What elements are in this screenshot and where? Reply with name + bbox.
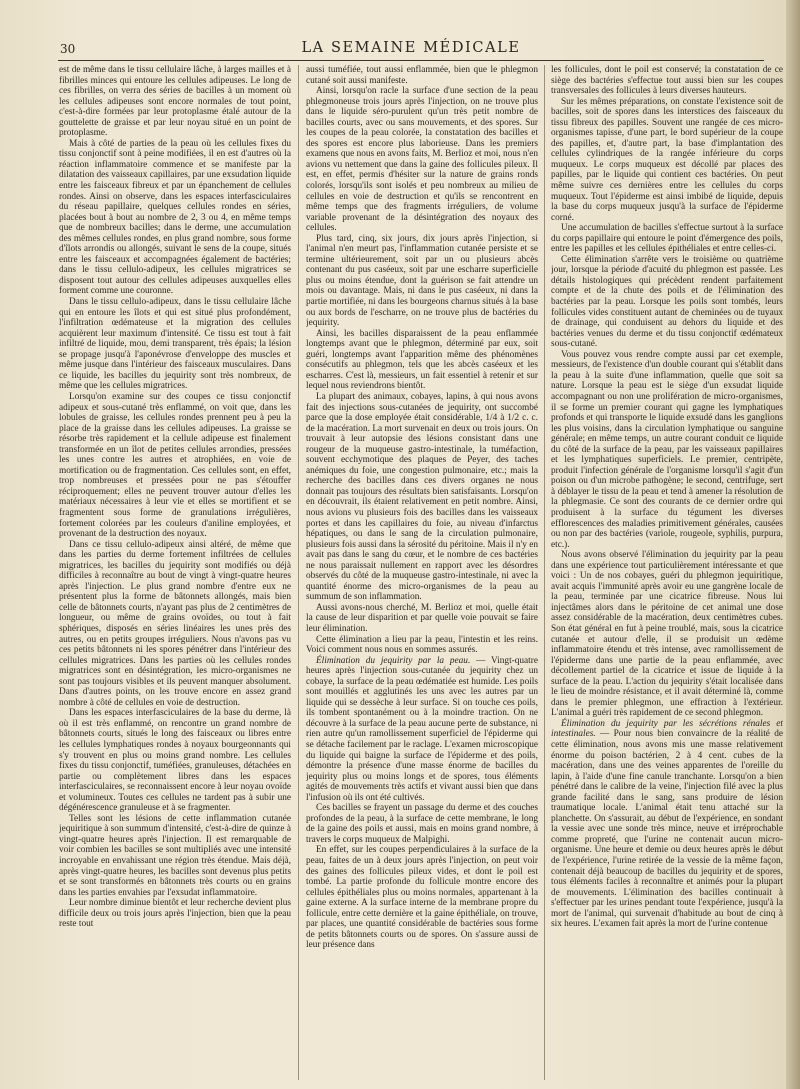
paragraph [551, 97, 783, 224]
paragraph-text: Sur les mêmes préparations, on constate l'existence soit de bacilles, soit de spores dans les interstices des faisceaux du tissu fibreux des papilles. Souvent une rangée de ces micro-organismes tapisse, d'une part, le bord supérieur de la coupe des papilles, et, d'autre part, la base d'implantation des cellules cylindriques de la rangée inférieure du corps muqueux. Le corps muqueux est décollé par places des papilles, par le liquide qui contient ces bactéries. On peut même suivre ces dernières entre les cellules du corps muqueux. Tout l'épiderme est ainsi imbibé de liquide, depuis la base du corps muqueux jusqu'à la surface de l'épiderme corné. [551, 96, 783, 223]
paragraph [551, 255, 783, 350]
column-divider [298, 65, 299, 1080]
text-column-middle [306, 65, 538, 1085]
paragraph-text: Dans ce tissu cellulo-adipeux ainsi altéré, de même que dans les parties du derme fortement infiltrées de cellules migratrices, les bacilles du jequirity sont modifiés ou déjà difficiles à reconnaître au bout de vingt à vingt-quatre heures après l'injection. Le plus grand nombre d'entre eux ne présentent plus la forme de bâtonnets allongés, mais bien celle de bâtonnets courts, n'ayant pas plus de 2 centimètres de longueur, ou même de grains ovoïdes, ou tout à fait sphériques, disposés en séries linéaires les unes près des autres, ou en petits groupes irréguliers. Nous n'avons pas vu ces petits bâtonnets ni les spores pénétrer dans l'intérieur des cellules migratrices. Dans les parties où les cellules rondes migratrices sont en désintégration, les micro-organismes ne sont pas toujours visibles et ils peuvent manquer absolument. Dans d'autres points, on les trouve encore en assez grand nombre à côté de cellules en voie de destruction. [59, 539, 291, 708]
paragraph [306, 65, 538, 86]
paragraph [306, 329, 538, 392]
paragraph-text: Dans les espaces interfasciculaires de la base du derme, là où il est très enflammé, on rencontre un grand nombre de bâtonnets courts, situés le long des faisceaux ou libres entre les cellules lymphatiques rondes à noyaux bourgeonnants qui s'y trouvent en plus ou moins grand nombre. Les cellules fixes du tissu conjonctif, tuméfiées, granuleuses, détachées en partie ou complètement libres dans les espaces interfasciculaires, se reconnaissent encore à leur noyau ovoïde et volumineux. Toutes ces cellules ne tardent pas à subir une dégénérescence granuleuse et à se fragmenter. [59, 708, 291, 814]
paragraph [551, 550, 783, 719]
paragraph-text: — Vingt-quatre heures après l'injection sous-cutanée du jequirity chez un cobaye, la surface de la peau œdématiée est humide. Les poils sont mouillés et agglutinés les uns avec les autres par un liquide qui se dessèche à leur surface. Si on touche ces poils, ils tombent spontanément ou à la moindre traction. On ne découvre à la surface de la peau aucune perte de substance, ni rien autre qu'un ramollissement superficiel de l'épiderme qui se détache facilement par le raclage. L'examen microscopique du liquide qui baigne la surface de l'épiderme et des poils, démontre la présence d'une masse énorme de bacilles du jequirity plus ou moins longs et de spores, tous éléments agités de mouvements très actifs et vivant aussi bien que dans l'infusion où ils ont été cultivés. [306, 655, 538, 803]
page-number: 30 [60, 42, 76, 56]
section-heading: Élimination du jequirity par les sécrétions rénales et intestinales. [551, 718, 783, 740]
page-binding-edge [786, 0, 800, 1089]
paragraph-text: La plupart des animaux, cobayes, lapins, à qui nous avons fait des injections sous-cutanées de jequirity, ont succombé parce que la dose employée était considérable, 1/4 à 1/2 c. c. de la macération. La mort survenait en deux ou trois jours. On trouvait à leur autopsie des lésions consistant dans une rougeur de la muqueuse gastro-intestinale, la tuméfaction, souvent ecchymotique des plaques de Peyer, des taches anémiques du foie, une congestion pulmonaire, etc.; mais la recherche des bacilles dans ces divers organes ne nous donnait pas toujours des résultats bien satisfaisants. Lorsqu'on en découvrait, ils étaient relativement en petit nombre. Ainsi, nous avions vu plusieurs fois des bacilles dans les vaisseaux portes et dans les capillaires du foie, au niveau d'infarctus hépatiques, ou dans le sang de la circulation pulmonaire, plusieurs fois aussi dans la sérosité du péritoine. Mais il n'y en avait pas dans le sang du cœur, et le nombre de ces bactéries ne nous paraissait nullement en rapport avec les désordres observés du côté de la muqueuse gastro-intestinale, ni avec la quantité énorme des micro-organismes de la peau au summum de son inflammation. [306, 391, 538, 603]
text-column-left [59, 65, 291, 1085]
paragraph-text: Aussi avons-nous cherché, M. Berlioz et moi, quelle était la cause de leur disparition et par quelle voie pouvait se faire leur élimination. [306, 602, 538, 634]
paragraph-text: est de même dans le tissu cellulaire lâche, à larges mailles et à fibrilles minces qui entoure les cellules adipeuses. Le long de ces fibrilles, on verra des séries de bacilles à un moment où les cellules adipeuses sont encore normales de tout point, c'est-à-dire formées par leur protoplasme étalé autour de la gouttelette de graisse et par leur noyau situé en un point de protoplasme. [59, 65, 291, 139]
paragraph-text: Lorsqu'on examine sur des coupes ce tissu conjonctif adipeux et sous-cutané très enflammé, on voit que, dans les lobules de graisse, les cellules rondes prennent peu à peu la place de la graisse dans les cellules adipeuses. La graisse se résorbe très rapidement et la cellule adipeuse est finalement transformée en un îlot de petites cellules arrondies, pressées les unes contre les autres et atrophiées, en voie de mortification ou de fragmentation. Ces cellules sont, en effet, trop nombreuses et pressées pour ne pas s'étouffer réciproquement; elles ne peuvent trouver autour d'elles les matériaux nécessaires à leur vie et elles se mortifient et se fragmentent sous forme de granulations irrégulières, fortement colorées par les couleurs d'aniline employées, et provenant de la destruction des noyaux. [59, 391, 291, 540]
text-column-right [551, 65, 783, 1085]
paragraph [551, 350, 783, 550]
paragraph [306, 635, 538, 656]
paragraph [306, 603, 538, 635]
paragraph [59, 139, 291, 297]
paragraph-text: Dans le tissu cellulo-adipeux, dans le tissu cellulaire lâche qui en entoure les îlots et qui est situé plus profondément, l'infiltration œdémateuse et la migration des cellules acquièrent leur maximum d'intensité. Ce tissu est tout à fait infiltré de liquide, mou, demi transparent, très épais; la lésion se propage jusqu'à l'aponévrose d'enveloppe des muscles et même jusque dans l'intérieur des faisceaux musculaires. Dans ce liquide, les bacilles du jequirity sont très nombreux, de même que les cellules migratrices. [59, 297, 291, 392]
paragraph [551, 719, 783, 930]
paragraph [59, 65, 291, 139]
paragraph-text: Nous avons observé l'élimination du jequirity par la peau dans une expérience tout particulièrement intéressante et que voici : Un de nos cobayes, guéri du phlegmon jequiritique, avait acquis l'immunité après avoir eu une gangrène locale de la peau, terminée par une cicatrice fibreuse. Nous lui injectâmes alors dans le péritoine de cet animal une dose assez considérable de la macération, deux centimètres cubes. Son état général en fut à peine troublé, mais, sous la cicatrice cutanée et autour d'elle, il se produisit un œdème inflammatoire étendu et très intense, avec ramollissement de l'épiderme dans une partie de la peau enflammée, avec décollement partiel de la cicatrice et issue de liquide à la surface de la peau. L'action du jequirity s'était localisée dans le lieu de moindre résistance, et il avait déterminé là, comme dans le premier phlegmon, une effraction à l'extérieur. L'animal a guéri très rapidement de ce second phlegmon. [551, 550, 783, 719]
paragraph [59, 898, 291, 930]
paragraph-text: Cette élimination a lieu par la peau, l'intestin et les reins. Voici comment nous nous en sommes assurés. [306, 634, 538, 656]
paragraph-text: aussi tuméfiée, tout aussi enflammée, bien que le phlegmon cutané soit aussi manifeste. [306, 65, 538, 86]
paragraph-text: Mais à côté de parties de la peau où les cellules fixes du tissu conjonctif sont à peine modifiées, il en est d'autres où la réaction inflammatoire commence et se manifeste par la dilatation des vaisseaux capillaires, par une exsudation liquide entre les faisceaux fibreux et par un épanchement de cellules rondes. Ainsi on observe, dans les espaces interfasciculaires du réseau papillaire, quelques cellules rondes en séries, placées bout à bout au nombre de 2, 3 ou 4, en même temps que de nombreux bacilles; dans le derme, une accumulation des mêmes cellules rondes, en plus grand nombre, sous forme d'îlots arrondis ou allongés, suivant le sens de la coupe, situés entre les faisceaux et accompagnées également de bactéries; dans le tissu cellulo-adipeux, les cellules migratrices se disposent tout autour des cellules adipeuses auxquelles elles forment comme une couronne. [59, 138, 291, 297]
paragraph-text: Cette élimination s'arrête vers le troisième ou quatrième jour, lorsque la période d'acuité du phlegmon est passée. Les détails histologiques qui précèdent rendent parfaitement compte et de la chute des poils et de l'élimination des bactéries par la peau. Lorsque les poils sont tombés, leurs follicules vides constituent autant de cheminées ou de tuyaux de drainage, qui conduisent au dehors du liquide et des bactéries venues du derme et du tissu conjonctif œdémateux sous-cutané. [551, 254, 783, 350]
paragraph [306, 845, 538, 950]
page-header [58, 40, 764, 61]
paragraph-text: — Pour nous bien convaincre de la réalité de cette élimination, nous avons mis une masse relativement énorme du poison bactérien, 2 à 4 cent. cubes de la macération, dans une des veines apparentes de l'oreille du lapin, à l'aide d'une fine canule tranchante. Lorsqu'on a bien pénétré dans le calibre de la veine, l'injection filé avec la plus grande facilité dans le sang, sans produire de lésion traumatique locale. L'animal était tenu attaché sur la planchette. On s'assurait, au début de l'expérience, en sondant la vessie avec une sonde très mince, neuve et irréprochable comme propreté, que l'urine ne contenait aucun micro-organisme. Une heure et demie ou deux heures après le début de l'expérience, l'urine retirée de la vessie de la même façon, contenait déjà beaucoup de bacilles du jequirity et de spores, tous éléments faciles à reconnaître et animés pour la plupart de mouvements. L'élimination des bacilles continuait à s'effectuer par les urines pendant toute l'expérience, jusqu'à la mort de l'animal, qui survenait d'habitude au bout de cinq à six heures. L'examen fait après la mort de l'urine contenue [551, 729, 783, 930]
paragraph [59, 708, 291, 813]
paragraph-text: Plus tard, cinq, six jours, dix jours après l'injection, si l'animal n'en meurt pas, l'inflammation cutanée persiste et se termine ultérieurement, soit par un ou plusieurs abcès contenant du pus caséeux, soit par une escharre superficielle plus ou moins étendue, dont la guérison se fait attendre un mois ou davantage. Mais, ni dans le pus caséeux, ni dans la partie mortifiée, ni dans les bourgeons charnus situés à la base ou aux bords de l'escharre, on ne trouve plus de bactéries du jequirity. [306, 233, 538, 329]
paragraph-text: Telles sont les lésions de cette inflammation cutanée jequiritique à son summum d'intensité, c'est-à-dire de quinze à vingt-quatre heures après l'injection. Il est remarquable de voir combien les bacilles se sont multipliés avec une intensité incroyable en envahissant une région très étendue. Mais déjà, après vingt-quatre heures, les bacilles sont devenus plus petits et se sont transformés en bâtonnets très courts ou en grains dans les parties envahies par l'exsudat inflammatoire. [59, 813, 291, 898]
paragraph-text: Leur nombre diminue bientôt et leur recherche devient plus difficile deux ou trois jours après l'injection, bien que la peau reste tout [59, 898, 291, 930]
paragraph-text: les follicules, dont le poil est conservé; la constatation de ce siège des bactéries s'effectue tout aussi bien sur les coupes transversales des follicules à leurs diverses hauteurs. [551, 65, 783, 97]
page-title: LA SEMAINE MÉDICALE [301, 40, 521, 56]
paragraph [59, 297, 291, 392]
paragraph [306, 392, 538, 603]
paragraph [306, 86, 538, 234]
paragraph [306, 234, 538, 329]
paragraph-text: Une accumulation de bacilles s'effectue surtout à la surface du corps papillaire qui entoure le point d'émergence des poils, entre les papilles et les cellules épithéliales et entre celles-ci. [551, 223, 783, 255]
paragraph-text: Ainsi, lorsqu'on racle la surface d'une section de la peau phlegmoneuse trois jours après l'injection, on ne trouve plus dans le liquide séro-purulent qu'un très petit nombre de bacilles courts, avec ou sans mouvements, et des spores. Sur les coupes de la peau colorée, la constatation des bacilles et des spores est encore plus laborieuse. Dans les premiers examens que nous en avons faits, M. Berlioz et moi, nous n'en avions vu nettement que dans la gaine des follicules pileux. Il est, en effet, permis d'hésiter sur la nature de grains ronds colorés, lorsqu'ils sont isolés et peu nombreux au milieu de cellules en voie de destruction et qu'ils se rencontrent en même temps que des fragments irréguliers, de volume variable provenant de la désintégration des noyaux des cellules. [306, 86, 538, 234]
paragraph-text: Ainsi, les bacilles disparaissent de la peau enflammée longtemps avant que le phlegmon, déterminé par eux, soit guéri, longtemps avant l'apparition même des phénomènes consécutifs au phlegmon, tels que les abcès caséeux et les escharres. C'est là, messieurs, un fait essentiel à retenir et sur lequel nous reviendrons bientôt. [306, 328, 538, 392]
section-heading: Élimination du jequirity par la peau. [316, 655, 471, 666]
paragraph [59, 814, 291, 898]
paragraph [551, 65, 783, 97]
paragraph [306, 656, 538, 804]
paragraph [551, 223, 783, 255]
paragraph [306, 803, 538, 845]
paragraph [59, 540, 291, 709]
paragraph-text: En effet, sur les coupes perpendiculaires à la surface de la peau, faites de un à deux jours après l'injection, on peut voir des gaines des follicules pileux vides, et dont le poil est tombé. La partie profonde du follicule montre encore des cellules épithéliales plus ou moins normales, appartenant à la gaine externe. A la surface interne de la membrane propre du follicule, entre cette dernière et la gaine épithéliale, on trouve, par places, une quantité considérable de bactéries sous forme de petits bâtonnets courts ou de spores. On s'assure aussi de leur présence dans [306, 845, 538, 951]
column-divider [544, 65, 545, 1080]
paragraph-text: Ces bacilles se frayent un passage du derme et des couches profondes de la peau, à la surface de cette membrane, le long de la gaine des poils et aussi, mais en moins grand nombre, à travers le corps muqueux de Malpighi. [306, 803, 538, 845]
paragraph [59, 392, 291, 540]
paragraph-text: Vous pouvez vous rendre compte aussi par cet exemple, messieurs, de l'existence d'un double courant qui s'établit dans la peau à la suite d'une inflammation, quelle que soit sa nature. Lorsque la peau est le siège d'un exsudat liquide accompagnant ou non une prolifération de micro-organismes, il se forme un premier courant qui gagne les lymphatiques profonds et qui transporte le liquide exsudé dans les ganglions les plus voisins, dans la circulation lymphatique ou sanguine générale; en même temps, un autre courant conduit ce liquide du côté de la surface de la peau, par les vaisseaux papillaires et les lymphatiques superficiels. Le premier, centripète, produit l'infection générale de l'organisme lorsqu'il s'agit d'un poison ou d'un microbe pathogène; le second, centrifuge, sert à déblayer le tissu de la peau et tend à amener la résolution de la phlegmasie. Ce sont des courants de ce dernier ordre qui produisent à la surface du tégument les diverses efflorescences des maladies primitivement générales, causées ou non par des bactéries (variole, rougeole, syphilis, purpura, etc.). [551, 349, 783, 550]
